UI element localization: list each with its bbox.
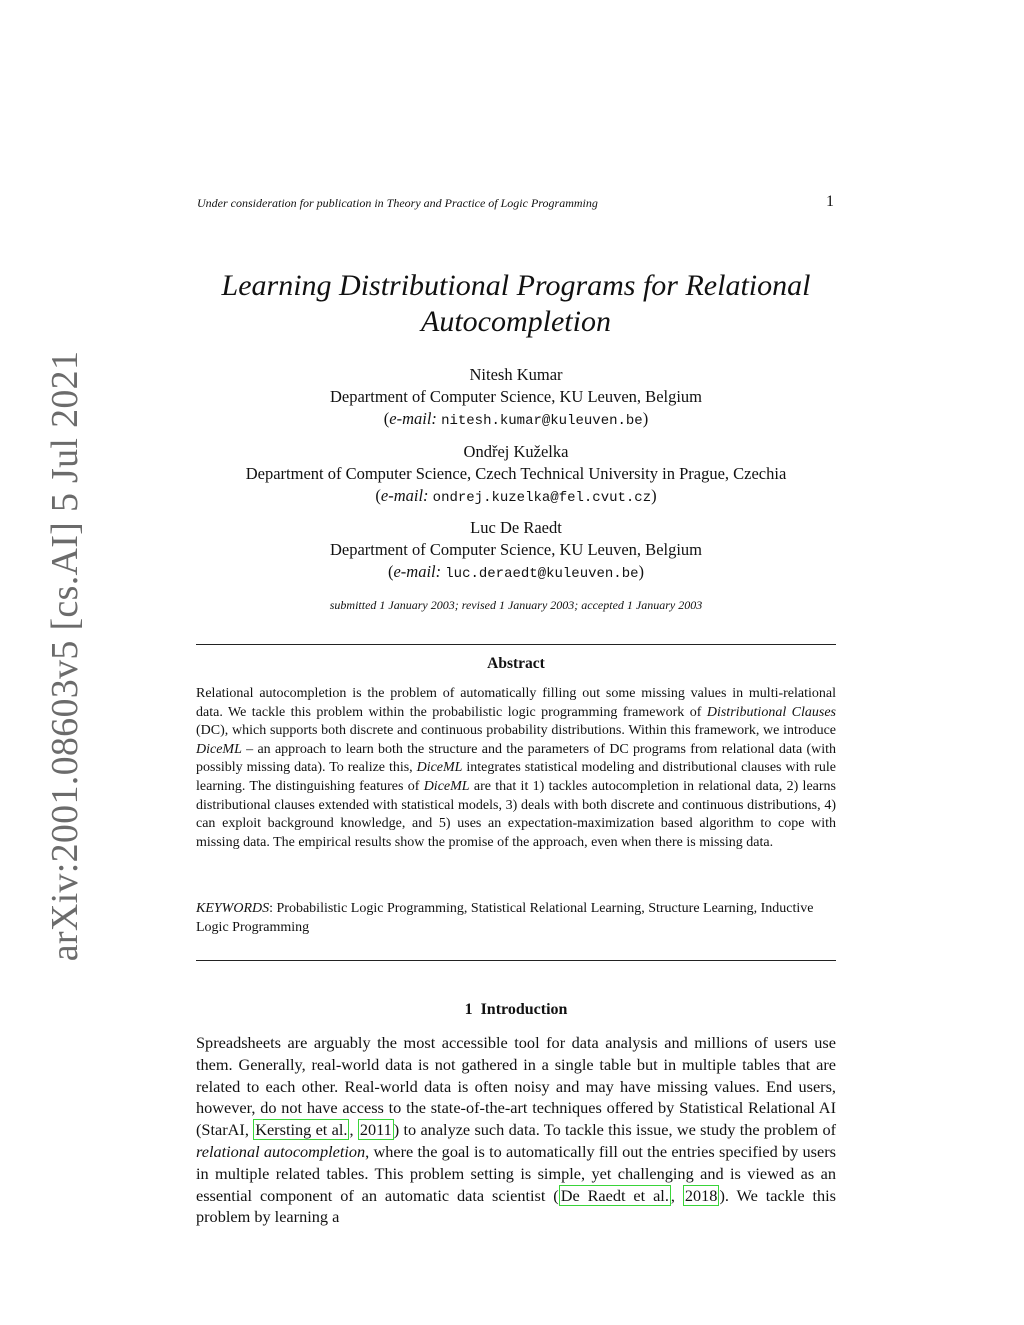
email-label: e-mail:	[389, 409, 437, 428]
abstract-heading: Abstract	[487, 655, 545, 672]
author-email[interactable]: nitesh.kumar@kuleuven.be	[441, 413, 643, 429]
key-term: relational autocompletion	[196, 1141, 366, 1161]
keywords-label: KEYWORDS	[196, 901, 270, 916]
abstract-bottom-rule	[196, 960, 836, 961]
citation-link[interactable]: 2018	[684, 1185, 718, 1205]
author-name: Ondřej Kuželka	[463, 442, 569, 461]
email-label: e-mail:	[380, 486, 429, 505]
author-affiliation: Department of Computer Science, KU Leuven, Belgium	[329, 540, 703, 559]
title-line-2: Autocompletion	[421, 305, 611, 338]
author-3	[196, 517, 836, 585]
paper-title	[196, 268, 836, 340]
section-heading	[196, 1001, 836, 1019]
submission-dates: submitted 1 January 2003; revised 1 January 2003; accepted 1 January 2003	[329, 598, 703, 612]
author-1	[196, 364, 836, 432]
section-title: Introduction	[480, 1001, 568, 1018]
diceml-term: DiceML	[196, 741, 242, 757]
author-email-line: (e-mail: nitesh.kumar@kuleuven.be)	[383, 409, 649, 429]
author-name: Nitesh Kumar	[469, 365, 563, 384]
arxiv-identifier: arXiv:2001.08603v5 [cs.AI] 5 Jul 2021	[44, 350, 86, 962]
keywords-text: : Probabilistic Logic Programming, Statistical Relational Learning, Structure Learning, Inductive Logic Programming	[196, 901, 814, 935]
page-number: 1	[826, 193, 834, 210]
citation-link[interactable]: 2011	[359, 1120, 392, 1140]
author-email-line: (e-mail: ondrej.kuzelka@fel.cvut.cz)	[375, 486, 657, 506]
author-email[interactable]: ondrej.kuzelka@fel.cvut.cz	[432, 490, 652, 506]
abstract-top-rule	[196, 644, 836, 645]
abstract-body: Relational autocompletion is the problem of automatically filling out some missing values in multi-relational data. We tackle this problem within the probabilistic logic programming framework of Distributional Clauses (DC), which supports both discrete and continuous probability distributions. Within this framework, we introduce DiceML – an approach to learn both the structure and the parameters of DC programs from relational data (with possibly missing data). To realize this, DiceML integrates statistical modeling and distributional clauses with rule learning. The distinguishing features of DiceML are that it 1) tackles autocompletion in relational data, 2) learns distributional clauses extended with statistical models, 3) deals with both discrete and continuous distributions, 4) can exploit background knowledge, and 5) uses an expectation-maximization based algorithm to cope with missing data. The empirical results show the promise of the approach, even when there is missing data.	[196, 686, 837, 850]
citation-link[interactable]: Kersting et al.	[255, 1120, 348, 1140]
intro-paragraph: Spreadsheets are arguably the most accessible tool for data analysis and millions of users use them. Generally, real-world data is not gathered in a single table but in multiple tables that are related to each other. Real-world data is often noisy and may have missing values. End users, however, do not have access to the state-of-the-art techniques offered by Statistical Relational AI (StarAI, Kersting et al. , 2011 ) to analyze such data. To tackle this issue, we study the problem of relational autocompletion, where the goal is to automatically fill out the entries specified by users in multiple related tables. This problem setting is simple, yet challenging and is viewed as an essential component of an automatic data scientist ( De Raedt et al. , 2018 ). We tackle this problem by learning a	[196, 1033, 837, 1227]
author-email-line: (e-mail: luc.deraedt@kuleuven.be)	[387, 562, 644, 582]
keywords	[196, 900, 844, 937]
email-label: e-mail:	[393, 562, 442, 581]
title-line-1: Learning Distributional Programs for Relational	[221, 269, 811, 302]
section-number: 1	[464, 1001, 473, 1018]
running-header: Under consideration for publication in Theory and Practice of Logic Programming	[197, 196, 598, 210]
author-affiliation: Department of Computer Science, Czech Technical University in Prague, Czechia	[245, 464, 787, 483]
author-name: Luc De Raedt	[470, 518, 562, 537]
citation-link[interactable]: De Raedt et al.	[560, 1185, 669, 1205]
author-affiliation: Department of Computer Science, KU Leuven, Belgium	[329, 387, 703, 406]
diceml-term: DiceML	[423, 778, 470, 794]
author-email[interactable]: luc.deraedt@kuleuven.be	[445, 566, 639, 582]
diceml-term: DiceML	[416, 760, 463, 776]
author-2	[196, 441, 836, 509]
dc-term: Distributional Clauses	[706, 704, 837, 720]
